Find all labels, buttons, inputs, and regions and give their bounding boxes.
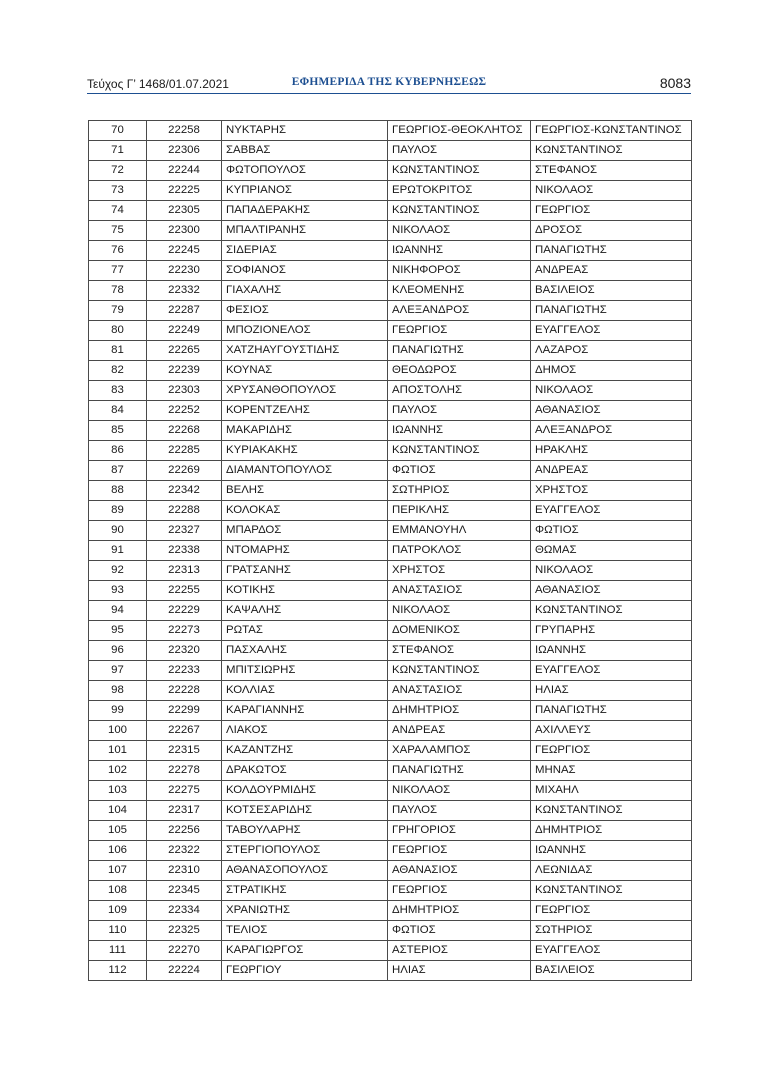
registry-number-cell: 22224 [147, 961, 222, 981]
table-row [89, 361, 692, 381]
surname-cell: ΚΑΡΑΓΙΑΝΝΗΣ [222, 701, 388, 721]
row-number-cell: 101 [89, 741, 147, 761]
mother-name-cell: ΚΩΝΣΤΑΝΤΙΝΟΣ [531, 801, 692, 821]
row-number-cell: 97 [89, 661, 147, 681]
mother-name-cell: ΔΡΟΣΟΣ [531, 221, 692, 241]
surname-cell: ΔΙΑΜΑΝΤΟΠΟΥΛΟΣ [222, 461, 388, 481]
surname-cell: ΦΕΣΙΟΣ [222, 301, 388, 321]
mother-name-cell: ΚΩΝΣΤΑΝΤΙΝΟΣ [531, 881, 692, 901]
registry-number-cell: 22255 [147, 581, 222, 601]
row-number-cell: 70 [89, 121, 147, 141]
surname-cell: ΚΑΖΑΝΤΖΗΣ [222, 741, 388, 761]
mother-name-cell: ΛΕΩΝΙΔΑΣ [531, 861, 692, 881]
registry-number-cell: 22306 [147, 141, 222, 161]
table-row [89, 381, 692, 401]
mother-name-cell: ΓΕΩΡΓΙΟΣ [531, 741, 692, 761]
page-number: 8083 [659, 75, 691, 91]
table-row [89, 881, 692, 901]
surname-cell: ΑΘΑΝΑΣΟΠΟΥΛΟΣ [222, 861, 388, 881]
registry-number-cell: 22244 [147, 161, 222, 181]
table-row [89, 181, 692, 201]
registry-number-cell: 22268 [147, 421, 222, 441]
header-rule [87, 93, 691, 94]
row-number-cell: 107 [89, 861, 147, 881]
table-row [89, 661, 692, 681]
table-row [89, 421, 692, 441]
table-row [89, 941, 692, 961]
father-name-cell: ΑΝΔΡΕΑΣ [388, 721, 531, 741]
father-name-cell: ΝΙΚΟΛΑΟΣ [388, 781, 531, 801]
issue-reference: Τεύχος Γ’ 1468/01.07.2021 [87, 77, 229, 91]
mother-name-cell: ΜΗΝΑΣ [531, 761, 692, 781]
registry-number-cell: 22230 [147, 261, 222, 281]
table-row [89, 401, 692, 421]
mother-name-cell: ΝΙΚΟΛΑΟΣ [531, 181, 692, 201]
surname-cell: ΚΑΡΑΓΙΩΡΓΟΣ [222, 941, 388, 961]
row-number-cell: 92 [89, 561, 147, 581]
table-row [89, 521, 692, 541]
father-name-cell: ΔΟΜΕΝΙΚΟΣ [388, 621, 531, 641]
father-name-cell: ΣΤΕΦΑΝΟΣ [388, 641, 531, 661]
row-number-cell: 72 [89, 161, 147, 181]
row-number-cell: 112 [89, 961, 147, 981]
surname-cell: ΚΟΡΕΝΤΖΕΛΗΣ [222, 401, 388, 421]
registry-number-cell: 22269 [147, 461, 222, 481]
mother-name-cell: ΛΑΖΑΡΟΣ [531, 341, 692, 361]
row-number-cell: 76 [89, 241, 147, 261]
table-row [89, 501, 692, 521]
mother-name-cell: ΔΗΜΟΣ [531, 361, 692, 381]
surname-cell: ΡΩΤΑΣ [222, 621, 388, 641]
row-number-cell: 105 [89, 821, 147, 841]
row-number-cell: 90 [89, 521, 147, 541]
mother-name-cell: ΝΙΚΟΛΑΟΣ [531, 561, 692, 581]
surname-cell: ΚΟΥΝΑΣ [222, 361, 388, 381]
mother-name-cell: ΒΑΣΙΛΕΙΟΣ [531, 961, 692, 981]
mother-name-cell: ΑΘΑΝΑΣΙΟΣ [531, 401, 692, 421]
table-row [89, 161, 692, 181]
mother-name-cell: ΕΥΑΓΓΕΛΟΣ [531, 941, 692, 961]
table-row [89, 281, 692, 301]
row-number-cell: 103 [89, 781, 147, 801]
surname-cell: ΚΟΤΣΕΣΑΡΙΔΗΣ [222, 801, 388, 821]
registry-number-cell: 22273 [147, 621, 222, 641]
registry-number-cell: 22305 [147, 201, 222, 221]
table-row [89, 581, 692, 601]
father-name-cell: ΚΩΝΣΤΑΝΤΙΝΟΣ [388, 661, 531, 681]
surname-cell: ΚΟΛΛΙΑΣ [222, 681, 388, 701]
surname-cell: ΚΟΛΔΟΥΡΜΙΔΗΣ [222, 781, 388, 801]
gazette-title: ΕΦΗΜΕΡΙΔΑ ΤΗΣ ΚΥΒΕΡΝΗΣΕΩΣ [291, 76, 487, 88]
table-row [89, 141, 692, 161]
registry-number-cell: 22270 [147, 941, 222, 961]
father-name-cell: ΑΛΕΞΑΝΔΡΟΣ [388, 301, 531, 321]
father-name-cell: ΔΗΜΗΤΡΙΟΣ [388, 901, 531, 921]
surname-cell: ΚΑΨΑΛΗΣ [222, 601, 388, 621]
father-name-cell: ΔΗΜΗΤΡΙΟΣ [388, 701, 531, 721]
table-row [89, 301, 692, 321]
registry-number-cell: 22303 [147, 381, 222, 401]
registry-number-cell: 22300 [147, 221, 222, 241]
father-name-cell: ΓΕΩΡΓΙΟΣ [388, 881, 531, 901]
surname-cell: ΤΑΒΟΥΛΑΡΗΣ [222, 821, 388, 841]
mother-name-cell: ΜΙΧΑΗΛ [531, 781, 692, 801]
surname-cell: ΓΡΑΤΣΑΝΗΣ [222, 561, 388, 581]
mother-name-cell: ΓΕΩΡΓΙΟΣ [531, 201, 692, 221]
registry-number-cell: 22342 [147, 481, 222, 501]
registry-number-cell: 22310 [147, 861, 222, 881]
father-name-cell: ΕΡΩΤΟΚΡΙΤΟΣ [388, 181, 531, 201]
row-number-cell: 71 [89, 141, 147, 161]
mother-name-cell: ΔΗΜΗΤΡΙΟΣ [531, 821, 692, 841]
mother-name-cell: ΓΡΥΠΑΡΗΣ [531, 621, 692, 641]
mother-name-cell: ΠΑΝΑΓΙΩΤΗΣ [531, 301, 692, 321]
surname-cell: ΓΙΑΧΑΛΗΣ [222, 281, 388, 301]
father-name-cell: ΕΜΜΑΝΟΥΗΛ [388, 521, 531, 541]
father-name-cell: ΚΩΝΣΤΑΝΤΙΝΟΣ [388, 441, 531, 461]
registry-number-cell: 22267 [147, 721, 222, 741]
father-name-cell: ΝΙΚΟΛΑΟΣ [388, 601, 531, 621]
father-name-cell: ΠΑΝΑΓΙΩΤΗΣ [388, 761, 531, 781]
father-name-cell: ΧΡΗΣΤΟΣ [388, 561, 531, 581]
surname-cell: ΜΑΚΑΡΙΔΗΣ [222, 421, 388, 441]
surname-cell: ΣΙΔΕΡΙΑΣ [222, 241, 388, 261]
table-row [89, 961, 692, 981]
father-name-cell: ΠΑΥΛΟΣ [388, 141, 531, 161]
surname-cell: ΝΥΚΤΑΡΗΣ [222, 121, 388, 141]
father-name-cell: ΣΩΤΗΡΙΟΣ [388, 481, 531, 501]
mother-name-cell: ΗΛΙΑΣ [531, 681, 692, 701]
row-number-cell: 82 [89, 361, 147, 381]
table-row [89, 741, 692, 761]
mother-name-cell: ΑΛΕΞΑΝΔΡΟΣ [531, 421, 692, 441]
registry-number-cell: 22327 [147, 521, 222, 541]
mother-name-cell: ΧΡΗΣΤΟΣ [531, 481, 692, 501]
table-row [89, 541, 692, 561]
father-name-cell: ΚΩΝΣΤΑΝΤΙΝΟΣ [388, 201, 531, 221]
surname-cell: ΣΤΡΑΤΙΚΗΣ [222, 881, 388, 901]
father-name-cell: ΠΑΥΛΟΣ [388, 801, 531, 821]
registry-number-cell: 22325 [147, 921, 222, 941]
roster-body [89, 121, 692, 981]
mother-name-cell: ΙΩΑΝΝΗΣ [531, 841, 692, 861]
row-number-cell: 99 [89, 701, 147, 721]
surname-cell: ΧΑΤΖΗΑΥΓΟΥΣΤΙΔΗΣ [222, 341, 388, 361]
row-number-cell: 91 [89, 541, 147, 561]
father-name-cell: ΓΕΩΡΓΙΟΣ [388, 841, 531, 861]
mother-name-cell: ΒΑΣΙΛΕΙΟΣ [531, 281, 692, 301]
registry-number-cell: 22338 [147, 541, 222, 561]
registry-number-cell: 22288 [147, 501, 222, 521]
row-number-cell: 88 [89, 481, 147, 501]
row-number-cell: 94 [89, 601, 147, 621]
registry-number-cell: 22299 [147, 701, 222, 721]
row-number-cell: 89 [89, 501, 147, 521]
father-name-cell: ΝΙΚΗΦΟΡΟΣ [388, 261, 531, 281]
surname-cell: ΜΠΑΛΤΙΡΑΝΗΣ [222, 221, 388, 241]
mother-name-cell: ΚΩΝΣΤΑΝΤΙΝΟΣ [531, 601, 692, 621]
father-name-cell: ΝΙΚΟΛΑΟΣ [388, 221, 531, 241]
registry-number-cell: 22285 [147, 441, 222, 461]
registry-number-cell: 22315 [147, 741, 222, 761]
father-name-cell: ΠΑΥΛΟΣ [388, 401, 531, 421]
row-number-cell: 78 [89, 281, 147, 301]
registry-number-cell: 22245 [147, 241, 222, 261]
table-row [89, 861, 692, 881]
table-row [89, 921, 692, 941]
table-row [89, 821, 692, 841]
surname-cell: ΒΕΛΗΣ [222, 481, 388, 501]
registry-number-cell: 22317 [147, 801, 222, 821]
surname-cell: ΜΠΑΡΔΟΣ [222, 521, 388, 541]
row-number-cell: 83 [89, 381, 147, 401]
row-number-cell: 73 [89, 181, 147, 201]
page-header [87, 74, 691, 94]
registry-number-cell: 22278 [147, 761, 222, 781]
registry-number-cell: 22249 [147, 321, 222, 341]
mother-name-cell: ΚΩΝΣΤΑΝΤΙΝΟΣ [531, 141, 692, 161]
father-name-cell: ΓΕΩΡΓΙΟΣ-ΘΕΟΚΛΗΤΟΣ [388, 121, 531, 141]
row-number-cell: 86 [89, 441, 147, 461]
table-row [89, 561, 692, 581]
roster-table [88, 120, 692, 981]
surname-cell: ΝΤΟΜΑΡΗΣ [222, 541, 388, 561]
surname-cell: ΜΠΟΖΙΟΝΕΛΟΣ [222, 321, 388, 341]
surname-cell: ΣΑΒΒΑΣ [222, 141, 388, 161]
table-row [89, 241, 692, 261]
surname-cell: ΧΡΥΣΑΝΘΟΠΟΥΛΟΣ [222, 381, 388, 401]
surname-cell: ΓΕΩΡΓΙΟΥ [222, 961, 388, 981]
mother-name-cell: ΘΩΜΑΣ [531, 541, 692, 561]
row-number-cell: 100 [89, 721, 147, 741]
father-name-cell: ΓΕΩΡΓΙΟΣ [388, 321, 531, 341]
registry-number-cell: 22334 [147, 901, 222, 921]
registry-number-cell: 22229 [147, 601, 222, 621]
father-name-cell: ΚΛΕΟΜΕΝΗΣ [388, 281, 531, 301]
surname-cell: ΚΥΡΙΑΚΑΚΗΣ [222, 441, 388, 461]
mother-name-cell: ΣΩΤΗΡΙΟΣ [531, 921, 692, 941]
table-row [89, 701, 692, 721]
row-number-cell: 85 [89, 421, 147, 441]
surname-cell: ΚΟΛΟΚΑΣ [222, 501, 388, 521]
registry-number-cell: 22239 [147, 361, 222, 381]
row-number-cell: 77 [89, 261, 147, 281]
row-number-cell: 75 [89, 221, 147, 241]
row-number-cell: 80 [89, 321, 147, 341]
table-row [89, 201, 692, 221]
father-name-cell: ΚΩΝΣΤΑΝΤΙΝΟΣ [388, 161, 531, 181]
father-name-cell: ΠΑΤΡΟΚΛΟΣ [388, 541, 531, 561]
table-row [89, 261, 692, 281]
registry-number-cell: 22322 [147, 841, 222, 861]
father-name-cell: ΑΝΑΣΤΑΣΙΟΣ [388, 581, 531, 601]
table-row [89, 781, 692, 801]
table-row [89, 761, 692, 781]
surname-cell: ΠΑΠΑΔΕΡΑΚΗΣ [222, 201, 388, 221]
row-number-cell: 104 [89, 801, 147, 821]
row-number-cell: 81 [89, 341, 147, 361]
row-number-cell: 110 [89, 921, 147, 941]
father-name-cell: ΑΣΤΕΡΙΟΣ [388, 941, 531, 961]
surname-cell: ΣΟΦΙΑΝΟΣ [222, 261, 388, 281]
registry-number-cell: 22320 [147, 641, 222, 661]
father-name-cell: ΦΩΤΙΟΣ [388, 461, 531, 481]
table-row [89, 901, 692, 921]
mother-name-cell: ΑΘΑΝΑΣΙΟΣ [531, 581, 692, 601]
surname-cell: ΜΠΙΤΣΙΩΡΗΣ [222, 661, 388, 681]
registry-number-cell: 22287 [147, 301, 222, 321]
surname-cell: ΠΑΣΧΑΛΗΣ [222, 641, 388, 661]
mother-name-cell: ΠΑΝΑΓΙΩΤΗΣ [531, 701, 692, 721]
table-row [89, 801, 692, 821]
table-row [89, 461, 692, 481]
registry-number-cell: 22252 [147, 401, 222, 421]
table-row [89, 121, 692, 141]
mother-name-cell: ΙΩΑΝΝΗΣ [531, 641, 692, 661]
mother-name-cell: ΝΙΚΟΛΑΟΣ [531, 381, 692, 401]
registry-number-cell: 22275 [147, 781, 222, 801]
table-row [89, 621, 692, 641]
registry-number-cell: 22256 [147, 821, 222, 841]
table-row [89, 841, 692, 861]
father-name-cell: ΗΛΙΑΣ [388, 961, 531, 981]
registry-number-cell: 22228 [147, 681, 222, 701]
mother-name-cell: ΕΥΑΓΓΕΛΟΣ [531, 501, 692, 521]
surname-cell: ΚΥΠΡΙΑΝΟΣ [222, 181, 388, 201]
row-number-cell: 106 [89, 841, 147, 861]
row-number-cell: 87 [89, 461, 147, 481]
table-row [89, 681, 692, 701]
registry-number-cell: 22313 [147, 561, 222, 581]
mother-name-cell: ΕΥΑΓΓΕΛΟΣ [531, 661, 692, 681]
surname-cell: ΤΕΛΙΟΣ [222, 921, 388, 941]
mother-name-cell: ΓΕΩΡΓΙΟΣ [531, 901, 692, 921]
father-name-cell: ΑΘΑΝΑΣΙΟΣ [388, 861, 531, 881]
row-number-cell: 102 [89, 761, 147, 781]
row-number-cell: 95 [89, 621, 147, 641]
mother-name-cell: ΓΕΩΡΓΙΟΣ-ΚΩΝΣΤΑΝΤΙΝΟΣ [531, 121, 692, 141]
surname-cell: ΣΤΕΡΓΙΟΠΟΥΛΟΣ [222, 841, 388, 861]
father-name-cell: ΠΕΡΙΚΛΗΣ [388, 501, 531, 521]
table-row [89, 601, 692, 621]
father-name-cell: ΑΠΟΣΤΟΛΗΣ [388, 381, 531, 401]
row-number-cell: 111 [89, 941, 147, 961]
mother-name-cell: ΑΝΔΡΕΑΣ [531, 261, 692, 281]
father-name-cell: ΧΑΡΑΛΑΜΠΟΣ [388, 741, 531, 761]
table-row [89, 221, 692, 241]
father-name-cell: ΓΡΗΓΟΡΙΟΣ [388, 821, 531, 841]
mother-name-cell: ΗΡΑΚΛΗΣ [531, 441, 692, 461]
father-name-cell: ΘΕΟΔΩΡΟΣ [388, 361, 531, 381]
father-name-cell: ΠΑΝΑΓΙΩΤΗΣ [388, 341, 531, 361]
mother-name-cell: ΑΝΔΡΕΑΣ [531, 461, 692, 481]
row-number-cell: 109 [89, 901, 147, 921]
surname-cell: ΦΩΤΟΠΟΥΛΟΣ [222, 161, 388, 181]
table-row [89, 321, 692, 341]
registry-number-cell: 22345 [147, 881, 222, 901]
surname-cell: ΔΡΑΚΩΤΟΣ [222, 761, 388, 781]
registry-number-cell: 22233 [147, 661, 222, 681]
father-name-cell: ΙΩΑΝΝΗΣ [388, 241, 531, 261]
mother-name-cell: ΑΧΙΛΛΕΥΣ [531, 721, 692, 741]
table-row [89, 341, 692, 361]
registry-number-cell: 22258 [147, 121, 222, 141]
father-name-cell: ΑΝΑΣΤΑΣΙΟΣ [388, 681, 531, 701]
table-row [89, 481, 692, 501]
mother-name-cell: ΠΑΝΑΓΙΩΤΗΣ [531, 241, 692, 261]
table-row [89, 721, 692, 741]
mother-name-cell: ΣΤΕΦΑΝΟΣ [531, 161, 692, 181]
row-number-cell: 93 [89, 581, 147, 601]
father-name-cell: ΦΩΤΙΟΣ [388, 921, 531, 941]
row-number-cell: 98 [89, 681, 147, 701]
father-name-cell: ΙΩΑΝΝΗΣ [388, 421, 531, 441]
surname-cell: ΧΡΑΝΙΩΤΗΣ [222, 901, 388, 921]
surname-cell: ΛΙΑΚΟΣ [222, 721, 388, 741]
registry-number-cell: 22332 [147, 281, 222, 301]
table-row [89, 641, 692, 661]
registry-number-cell: 22225 [147, 181, 222, 201]
mother-name-cell: ΦΩΤΙΟΣ [531, 521, 692, 541]
row-number-cell: 108 [89, 881, 147, 901]
row-number-cell: 74 [89, 201, 147, 221]
registry-number-cell: 22265 [147, 341, 222, 361]
row-number-cell: 84 [89, 401, 147, 421]
mother-name-cell: ΕΥΑΓΓΕΛΟΣ [531, 321, 692, 341]
table-row [89, 441, 692, 461]
row-number-cell: 79 [89, 301, 147, 321]
row-number-cell: 96 [89, 641, 147, 661]
surname-cell: ΚΟΤΙΚΗΣ [222, 581, 388, 601]
